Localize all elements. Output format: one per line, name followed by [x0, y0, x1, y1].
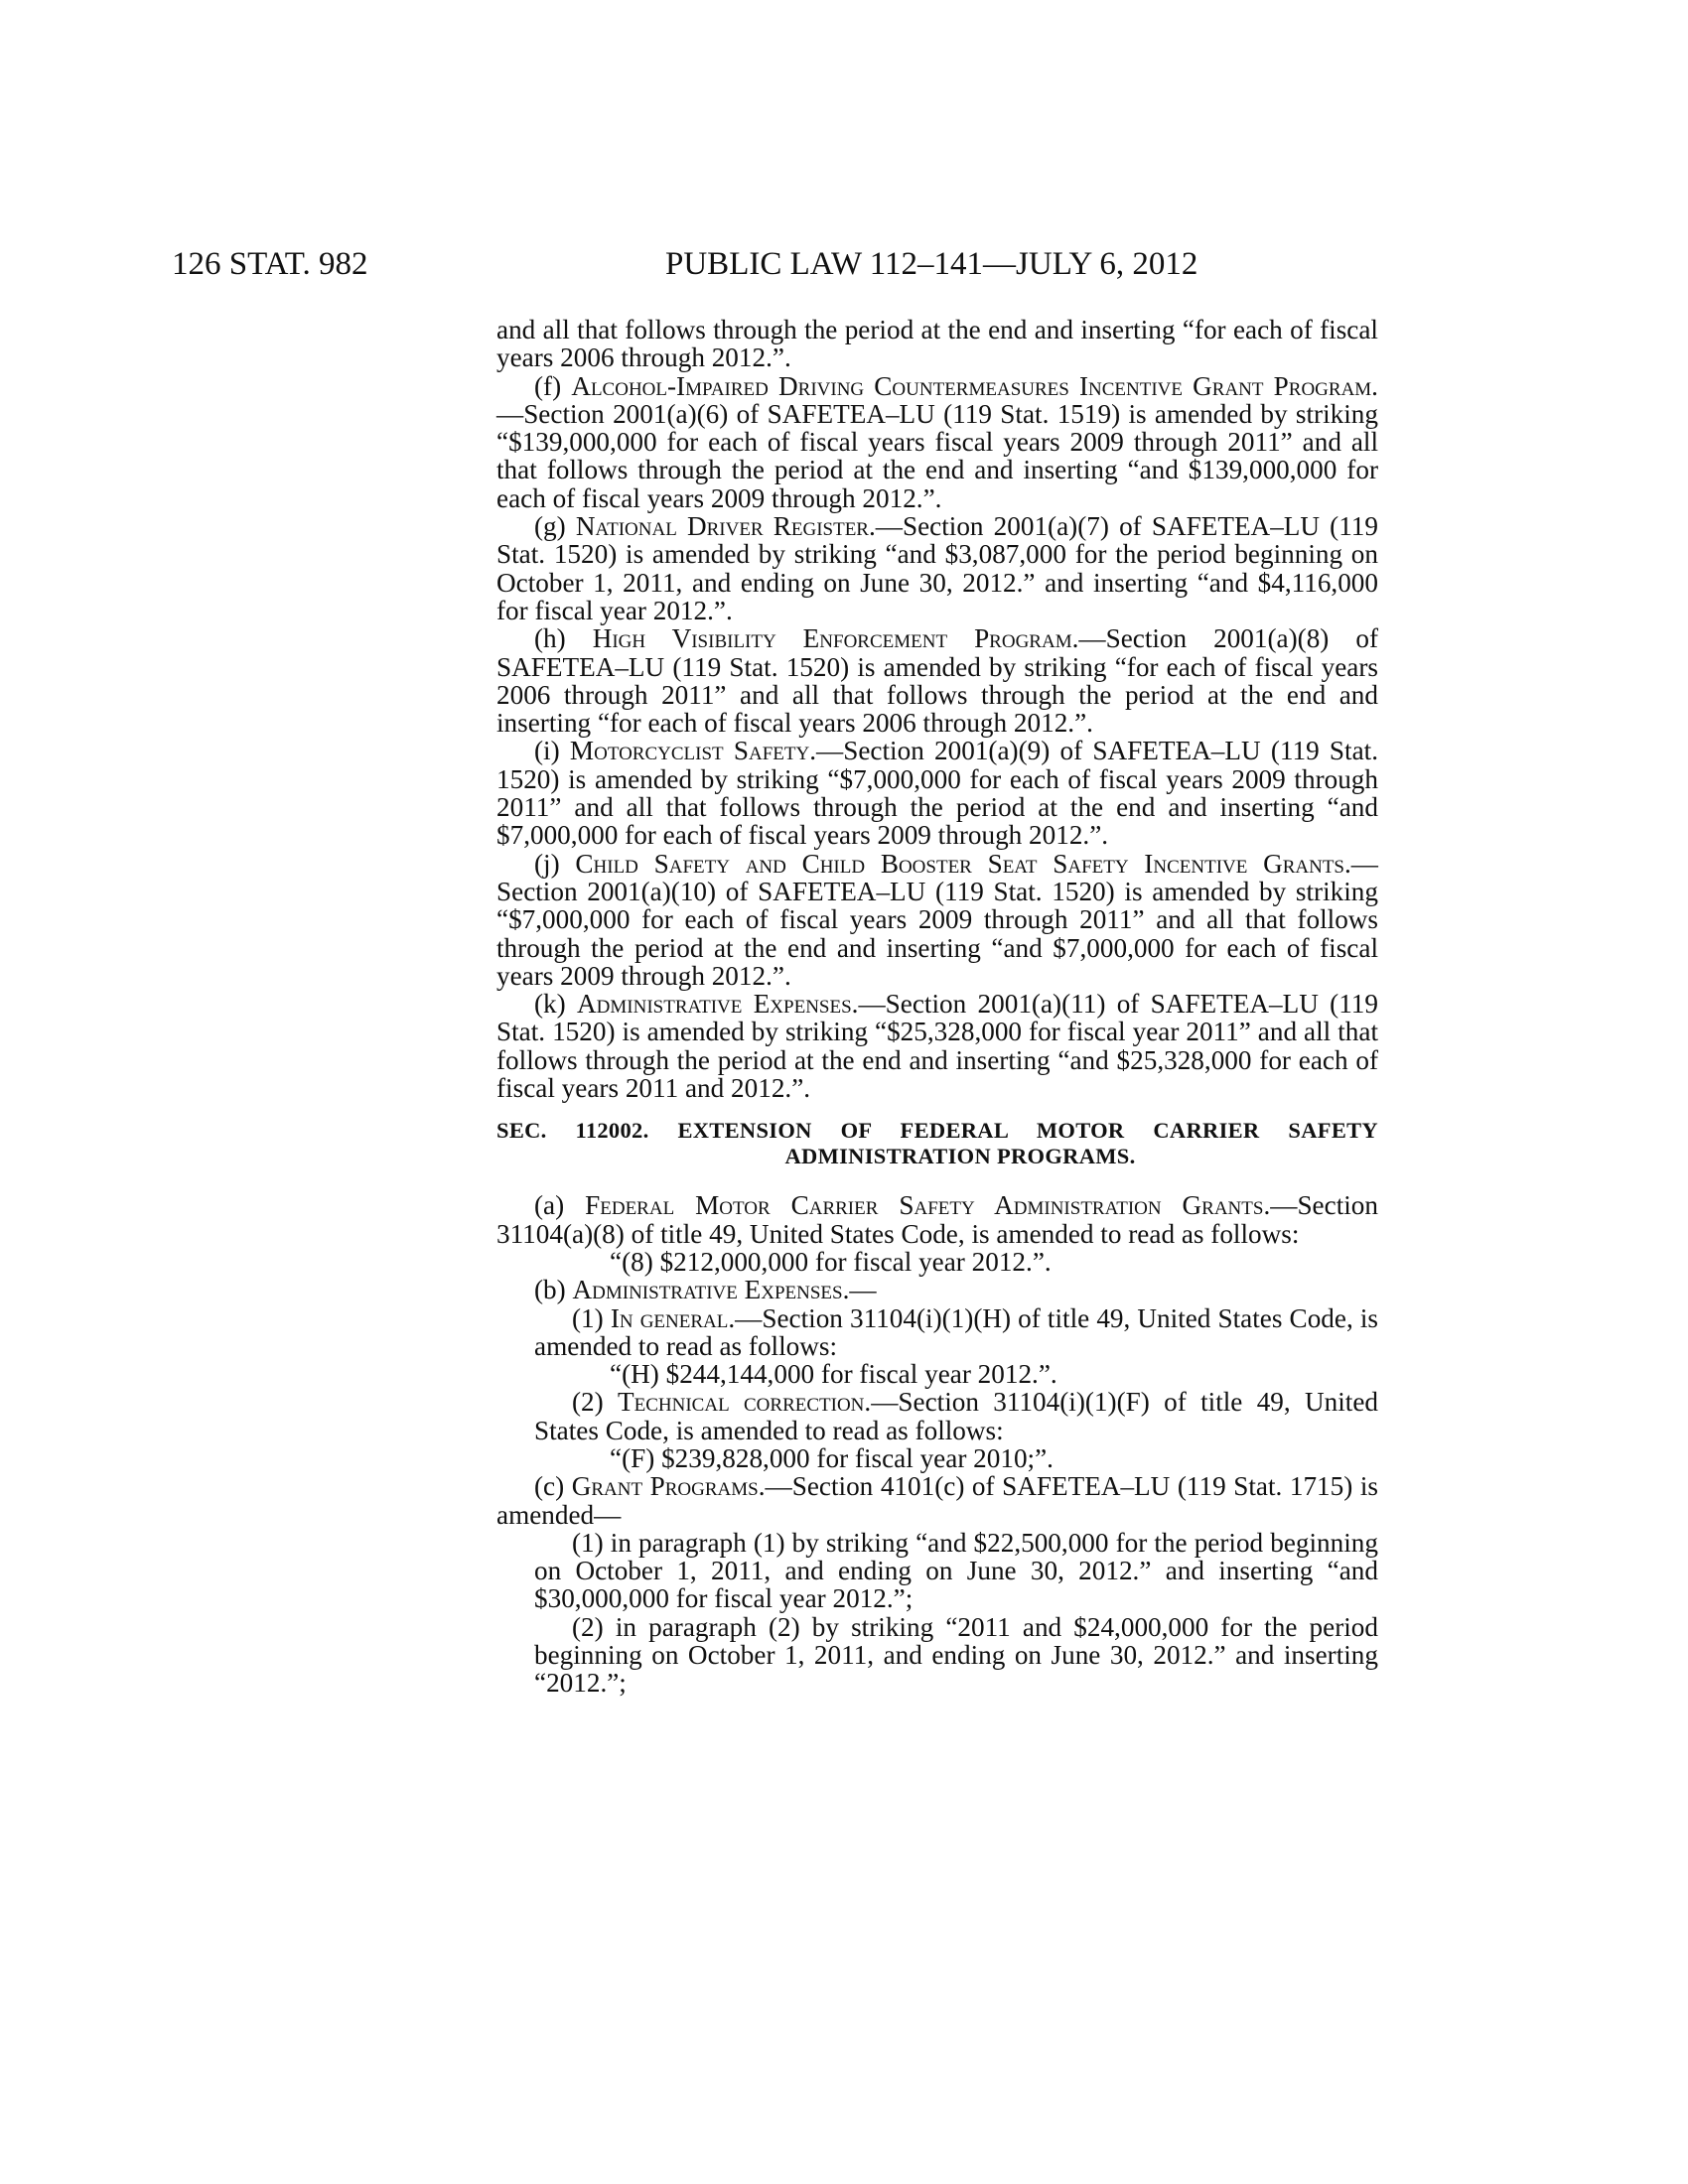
- paragraph-label: (j): [534, 848, 576, 879]
- paragraph-i: [496, 737, 1378, 849]
- paragraph-continuation: and all that follows through the period at the end and inserting “for each of fiscal years 2006 through 2012.”.: [496, 315, 1378, 373]
- paragraph-c1: (1) in paragraph (1) by striking “and $22,500,000 for the period beginning on October 1, 2011, and ending on June 30, 2012.” and inserting “and $30,000,000 for fiscal year 2012.”;: [534, 1527, 1378, 1614]
- paragraph-heading: Technical correction.: [618, 1387, 872, 1418]
- paragraph-heading: Motorcyclist Safety.: [569, 736, 817, 766]
- document-body: [496, 316, 1378, 1698]
- paragraph-text: —Section 2001(a)(10) of SAFETEA–LU (119 Stat. 1520) is amended by striking “$7,000,000 for each of fiscal years 2009 through 2011” and all that follows through the period at the end and inserting “and $7,000,000 for each of fiscal years 2009 through 2012.”.: [496, 848, 1378, 991]
- paragraph-label: (g): [534, 511, 576, 542]
- paragraph-g: [496, 512, 1378, 624]
- paragraph-b: [496, 1276, 1378, 1303]
- paragraph-label: (2): [572, 1387, 619, 1418]
- paragraph-heading: High Visibility Enforcement Program.: [592, 623, 1079, 654]
- paragraph-label: (1): [572, 1302, 611, 1333]
- paragraph-text: —Section 4101(c) of SAFETEA–LU (119 Stat. 1715) is amended—: [496, 1471, 1378, 1530]
- paragraph-a: [496, 1191, 1378, 1248]
- paragraph-label: (f): [534, 370, 572, 401]
- section-heading-line1: SEC. 112002. EXTENSION OF FEDERAL MOTOR CARRIER SAFETY: [496, 1118, 1378, 1144]
- paragraph-heading: Grant Programs.: [571, 1471, 766, 1502]
- paragraph-heading: In general.: [610, 1302, 736, 1333]
- paragraph-text: —Section 2001(a)(8) of SAFETEA–LU (119 Stat. 1520) is amended by striking “for each of fiscal years 2006 through 2011” and all that follows through the period at the end and inserting “for each of fiscal years 2006 through 2012.”.: [496, 623, 1378, 739]
- paragraph-k: [496, 990, 1378, 1102]
- paragraph-text: —Section 2001(a)(7) of SAFETEA–LU (119 Stat. 1520) is amended by striking “and $3,087,000 for the period beginning on October 1, 2011, and ending on June 30, 2012.” and inserting “and $4,116,000 for fiscal year 2012.”.: [496, 511, 1378, 625]
- paragraph-label: (i): [534, 736, 570, 766]
- paragraph-heading: Child Safety and Child Booster Seat Safety Incentive Grants.: [575, 848, 1351, 879]
- paragraph-text: —Section 2001(a)(11) of SAFETEA–LU (119 Stat. 1520) is amended by striking “$25,328,000 for fiscal year 2011” and all that follows through the period at the end and inserting “and $25,328,000 for each of fiscal years 2011 and 2012.”.: [496, 989, 1378, 1104]
- paragraph-b1: [496, 1304, 1378, 1361]
- paragraph-label: (b): [534, 1275, 573, 1305]
- paragraph-c: [496, 1472, 1378, 1529]
- statute-page-number: 126 STAT. 982: [172, 246, 368, 282]
- paragraph-heading: Administrative Expenses.: [577, 989, 859, 1020]
- paragraph-j: [496, 850, 1378, 990]
- paragraph-label: (c): [534, 1471, 572, 1502]
- paragraph-label: (k): [534, 989, 578, 1020]
- paragraph-label: (h): [534, 623, 593, 654]
- paragraph-text: —Section 31104(i)(1)(H) of title 49, United States Code, is amended to read as follows:: [534, 1302, 1378, 1361]
- paragraph-text: —Section 31104(i)(1)(F) of title 49, United States Code, is amended to read as follows:: [534, 1387, 1378, 1445]
- paragraph-b2: [496, 1388, 1378, 1444]
- public-law-title: PUBLIC LAW 112–141—JULY 6, 2012: [665, 246, 1198, 282]
- section-heading: [496, 1118, 1378, 1169]
- paragraph-label: (a): [534, 1190, 586, 1221]
- paragraph-h: [496, 624, 1378, 737]
- paragraph-text: —: [849, 1275, 877, 1305]
- page-header: [172, 244, 1224, 284]
- quoted-amendment: “(F) $239,828,000 for fiscal year 2010;”.: [610, 1442, 1054, 1473]
- section-heading-line2: ADMINISTRATION PROGRAMS.: [784, 1144, 1136, 1169]
- paragraph-heading: Federal Motor Carrier Safety Administration Grants.: [585, 1190, 1271, 1221]
- paragraph-f: [496, 372, 1378, 512]
- paragraph-heading: National Driver Register.: [575, 511, 876, 542]
- quoted-amendment: “(8) $212,000,000 for fiscal year 2012.”.: [610, 1246, 1052, 1277]
- paragraph-c2: (2) in paragraph (2) by striking “2011 and $24,000,000 for the period beginning on October 1, 2011, and ending on June 30, 2012.” and inserting “2012.”;: [534, 1611, 1378, 1699]
- paragraph-text: —Section 2001(a)(6) of SAFETEA–LU (119 Stat. 1519) is amended by striking “$139,000,000 for each of fiscal years fiscal years 2009 through 2011” and all that follows through the period at the end and inserting “and $139,000,000 for each of fiscal years 2009 through 2012.”.: [496, 398, 1378, 513]
- paragraph-text: —Section 31104(a)(8) of title 49, United States Code, is amended to read as follows:: [496, 1190, 1378, 1249]
- paragraph-heading: Alcohol-Impaired Driving Countermeasures Incentive Grant Program.: [571, 370, 1378, 401]
- quoted-amendment: “(H) $244,144,000 for fiscal year 2012.”.: [610, 1359, 1057, 1390]
- paragraph-heading: Administrative Expenses.: [572, 1275, 850, 1305]
- paragraph-text: —Section 2001(a)(9) of SAFETEA–LU (119 Stat. 1520) is amended by striking “$7,000,000 for each of fiscal years 2009 through 2011” and all that follows through the period at the end and inserting “and $7,000,000 for each of fiscal years 2009 through 2012.”.: [496, 736, 1379, 851]
